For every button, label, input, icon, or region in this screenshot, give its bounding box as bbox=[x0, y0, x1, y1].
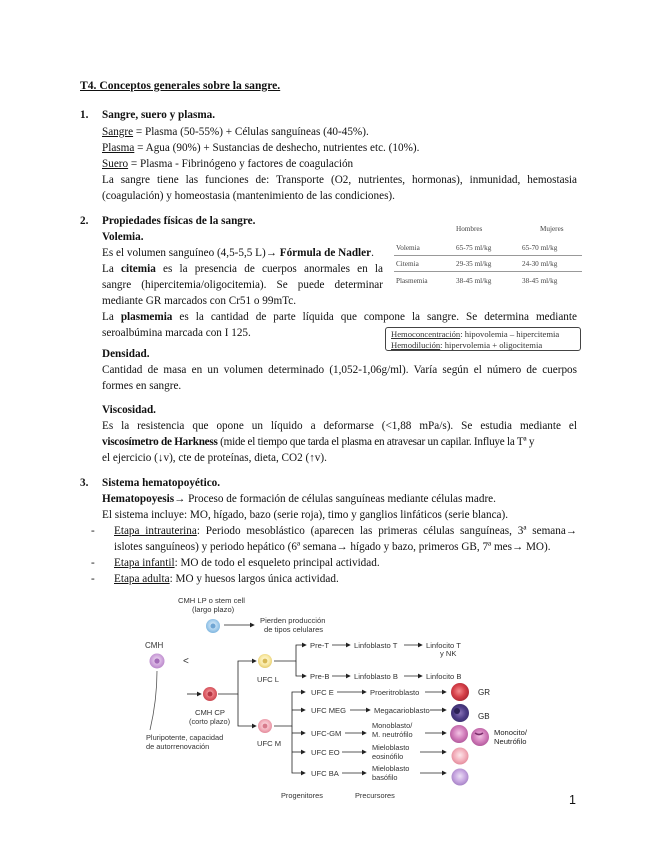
plasmemia-line-2: seroalbúmina marcada con I 125. bbox=[102, 327, 251, 339]
table-cell-mujeres: 65-70 ml/kg bbox=[522, 244, 558, 252]
nadler-end: . bbox=[371, 247, 374, 259]
arrow-to-ufc-m bbox=[238, 694, 256, 726]
etapa-adulta-label: Etapa adulta bbox=[114, 573, 170, 585]
section-3-heading: Sistema hematopoyético. bbox=[102, 477, 221, 489]
label-ufc-l: UFC L bbox=[257, 675, 279, 684]
densidad-title: Densidad. bbox=[102, 348, 150, 360]
table-row-label: Plasmemia bbox=[396, 277, 428, 285]
section-3-number: 3. bbox=[80, 477, 89, 489]
bullet-dash: - bbox=[91, 573, 95, 585]
label-monocito: Monocito/ bbox=[494, 728, 527, 737]
bullet-dash: - bbox=[91, 525, 95, 537]
label-mieloblasto-ba-1: Mieloblasto bbox=[372, 764, 410, 773]
plasmemia-pre: La bbox=[102, 311, 121, 323]
gb-cell-nucleus bbox=[454, 708, 460, 714]
etapa-intrauterina-text: : Periodo mesoblástico (aparecen las primeras células sanguíneas, 3ª semana→ bbox=[196, 525, 577, 537]
citemia-pre: La bbox=[102, 263, 121, 275]
hemodilucion-label: Hemodilución bbox=[391, 340, 441, 350]
table-row-label: Citemia bbox=[396, 260, 419, 268]
label-cmh: CMH bbox=[145, 641, 164, 650]
viscosidad-text-2: (mide el tiempo que tarda el plasma en atravesar un capilar. Influye la Tª y bbox=[217, 436, 535, 448]
label-linfoblasto-b: Linfoblasto B bbox=[354, 672, 398, 681]
ufc-l-cell-nucleus bbox=[263, 659, 268, 664]
label-largo-plazo: (largo plazo) bbox=[192, 605, 235, 614]
neutrofilo-cell bbox=[471, 728, 489, 746]
table-header-mujeres: Mujeres bbox=[540, 225, 564, 233]
label-pierden-1: Pierden producción bbox=[260, 616, 326, 625]
basofilo-cell bbox=[452, 769, 469, 786]
table-cell-hombres: 38-45 ml/kg bbox=[456, 277, 492, 285]
viscosidad-line-3: el ejercicio (↓v), cte de proteínas, dieta, CO2 (↑v). bbox=[102, 452, 327, 464]
label-progenitores: Progenitores bbox=[281, 791, 323, 800]
densidad-line-2: formes en sangre. bbox=[102, 380, 182, 392]
stem-cell-lp-nucleus bbox=[211, 624, 216, 629]
citemia-term: citemia bbox=[121, 263, 156, 275]
sangre-label: Sangre bbox=[102, 126, 134, 138]
label-mieloblasto-ba-2: basófilo bbox=[372, 773, 398, 782]
arrow-to-ufc-e bbox=[274, 692, 305, 726]
label-linfocito-b: Linfocito B bbox=[426, 672, 462, 681]
plasmemia-text-1: es la cantidad de parte líquida que compone la sangre. Se determina mediante bbox=[172, 311, 577, 323]
label-mieloblasto-neutrofilo: M. neutrófilo bbox=[372, 730, 413, 739]
document-title: T4. Conceptos generales sobre la sangre. bbox=[80, 79, 281, 92]
citemia-line-2: sangre (hipercitemia/oligocitemia). Se puede determinar bbox=[102, 279, 383, 291]
label-ufc-gm: UFC-GM bbox=[311, 729, 342, 738]
funciones-line-2: (coagulación) y homeostasia (mantenimiento de las condiciones). bbox=[102, 190, 395, 202]
hemoconcentracion-text: : hipovolemia – hipercitemia bbox=[460, 329, 560, 339]
plasma-text: = Agua (90%) + Sustancias de deshecho, nutrientes etc. (10%). bbox=[134, 142, 420, 154]
etapa-adulta-text: : MO y huesos largos única actividad. bbox=[169, 573, 339, 585]
cmh-cell-nucleus bbox=[154, 658, 159, 663]
plasma-label: Plasma bbox=[102, 142, 135, 154]
label-gb: GB bbox=[478, 712, 490, 721]
nadler-formula: Fórmula de Nadler bbox=[279, 247, 372, 259]
suero-label: Suero bbox=[102, 158, 129, 170]
label-linfoblasto-t: Linfoblasto T bbox=[354, 641, 398, 650]
label-ufc-eo: UFC EO bbox=[311, 748, 340, 757]
label-megacarioblasto: Megacarioblasto bbox=[374, 706, 430, 715]
page-number: 1 bbox=[569, 793, 576, 807]
label-y-nk: y NK bbox=[440, 649, 457, 658]
arrow-to-ufc-l bbox=[218, 661, 256, 694]
label-monoblasto: Monoblasto/ bbox=[372, 721, 413, 730]
label-precursores: Precursores bbox=[355, 791, 395, 800]
label-pluri-2: de autorrenovación bbox=[146, 742, 210, 751]
funciones-line-1: La sangre tiene las funciones de: Transporte (O2, nutrientes, hormonas), inmunidad, hemostasia bbox=[102, 174, 577, 186]
label-pre-t: Pre-T bbox=[310, 641, 329, 650]
table-cell-hombres: 29-35 ml/kg bbox=[456, 260, 492, 268]
volemia-text: Es el volumen sanguíneo (4,5-5,5 L) bbox=[102, 247, 266, 259]
table-header-hombres: Hombres bbox=[456, 225, 483, 233]
label-pierden-2: de tipos celulares bbox=[264, 625, 324, 634]
connector-cmh-pluri bbox=[150, 671, 157, 730]
citemia-line-3: mediante GR marcados con Cr51 o 99mTc. bbox=[102, 295, 297, 307]
label-gr: GR bbox=[478, 688, 490, 697]
label-cmh-lp: CMH LP o stem cell bbox=[178, 596, 245, 605]
volemia-arrow: → bbox=[265, 247, 277, 259]
densidad-line-1: Cantidad de masa en un volumen determinado (1,052-1,06g/ml). Varía según el número de cuerpos bbox=[102, 364, 577, 376]
hemodilucion-text: : hipervolemia + oligocitemia bbox=[440, 340, 543, 350]
table-row-label: Volemia bbox=[396, 244, 420, 252]
chevron-left-icon: < bbox=[183, 656, 189, 667]
section-2-heading: Propiedades físicas de la sangre. bbox=[102, 215, 256, 227]
section-1-number: 1. bbox=[80, 109, 89, 121]
label-mieloblasto-eo-2: eosinófilo bbox=[372, 752, 404, 761]
label-corto-plazo: (corto plazo) bbox=[189, 717, 231, 726]
viscosidad-line-1: Es la resistencia que opone un líquido a deformarse (<1,88 mPa/s). Se estudia mediante el bbox=[102, 420, 577, 432]
section-2-number: 2. bbox=[80, 215, 89, 227]
label-ufc-meg: UFC MEG bbox=[311, 706, 347, 715]
gb-cell bbox=[451, 704, 469, 722]
etapa-infantil-label: Etapa infantil bbox=[114, 557, 175, 569]
etapa-infantil-text: : MO de todo el esqueleto principal actividad. bbox=[174, 557, 380, 569]
label-pluri-1: Pluripotente, capacidad bbox=[146, 733, 224, 742]
suero-text: = Plasma - Fibrinógeno y factores de coagulación bbox=[128, 158, 354, 170]
citemia-text-1: es la presencia de cuerpos anormales en la bbox=[155, 263, 383, 275]
label-linfocito-t: Linfocito T bbox=[426, 641, 461, 650]
section-1-heading: Sangre, suero y plasma. bbox=[102, 109, 216, 121]
etapa-intrauterina-label: Etapa intrauterina bbox=[114, 525, 197, 537]
eosinofilo-cell bbox=[452, 748, 469, 765]
label-neutrofilo: Neutrófilo bbox=[494, 737, 527, 746]
label-proeritroblasto: Proeritroblasto bbox=[370, 688, 420, 697]
label-ufc-ba: UFC BA bbox=[311, 769, 339, 778]
hematopoyesis-text: → Proceso de formación de células sanguíneas mediante células madre. bbox=[174, 493, 496, 505]
cmh-cp-cell-nucleus bbox=[208, 692, 213, 697]
table-cell-hombres: 65-75 ml/kg bbox=[456, 244, 492, 252]
label-cmh-cp: CMH CP bbox=[195, 708, 225, 717]
label-ufc-m: UFC M bbox=[257, 739, 282, 748]
table-cell-mujeres: 38-45 ml/kg bbox=[522, 277, 558, 285]
label-mieloblasto-eo-1: Mieloblasto bbox=[372, 743, 410, 752]
volemia-title: Volemia. bbox=[102, 231, 144, 243]
viscosimetro-term: viscosímetro de Harkness bbox=[102, 436, 218, 448]
label-ufc-e: UFC E bbox=[311, 688, 334, 697]
table-cell-mujeres: 24-30 ml/kg bbox=[522, 260, 558, 268]
ufc-m-cell-nucleus bbox=[263, 724, 268, 729]
etapa-intrauterina-line-2: islotes sanguíneos) y periodo hepático (6ª semana→ hígado y bazo, primeros GB, 7ª mes→ MO). bbox=[114, 541, 551, 553]
bullet-dash: - bbox=[91, 557, 95, 569]
arrow-to-pre-b bbox=[296, 661, 306, 676]
sangre-text: = Plasma (50-55%) + Células sanguíneas (40-45%). bbox=[133, 126, 369, 138]
arrow-to-pre-t bbox=[274, 645, 306, 661]
gr-cell bbox=[451, 683, 469, 701]
hemoconcentracion-label: Hemoconcentración bbox=[391, 329, 461, 339]
hematopoyesis-term: Hematopoyesis bbox=[102, 493, 175, 505]
viscosidad-title: Viscosidad. bbox=[102, 404, 156, 416]
sistema-incluye: El sistema incluye: MO, hígado, bazo (serie roja), timo y ganglios linfáticos (serie blanca). bbox=[102, 509, 509, 521]
label-pre-b: Pre-B bbox=[310, 672, 330, 681]
plasmemia-term: plasmemia bbox=[120, 311, 173, 323]
monocito-cell bbox=[450, 725, 468, 743]
